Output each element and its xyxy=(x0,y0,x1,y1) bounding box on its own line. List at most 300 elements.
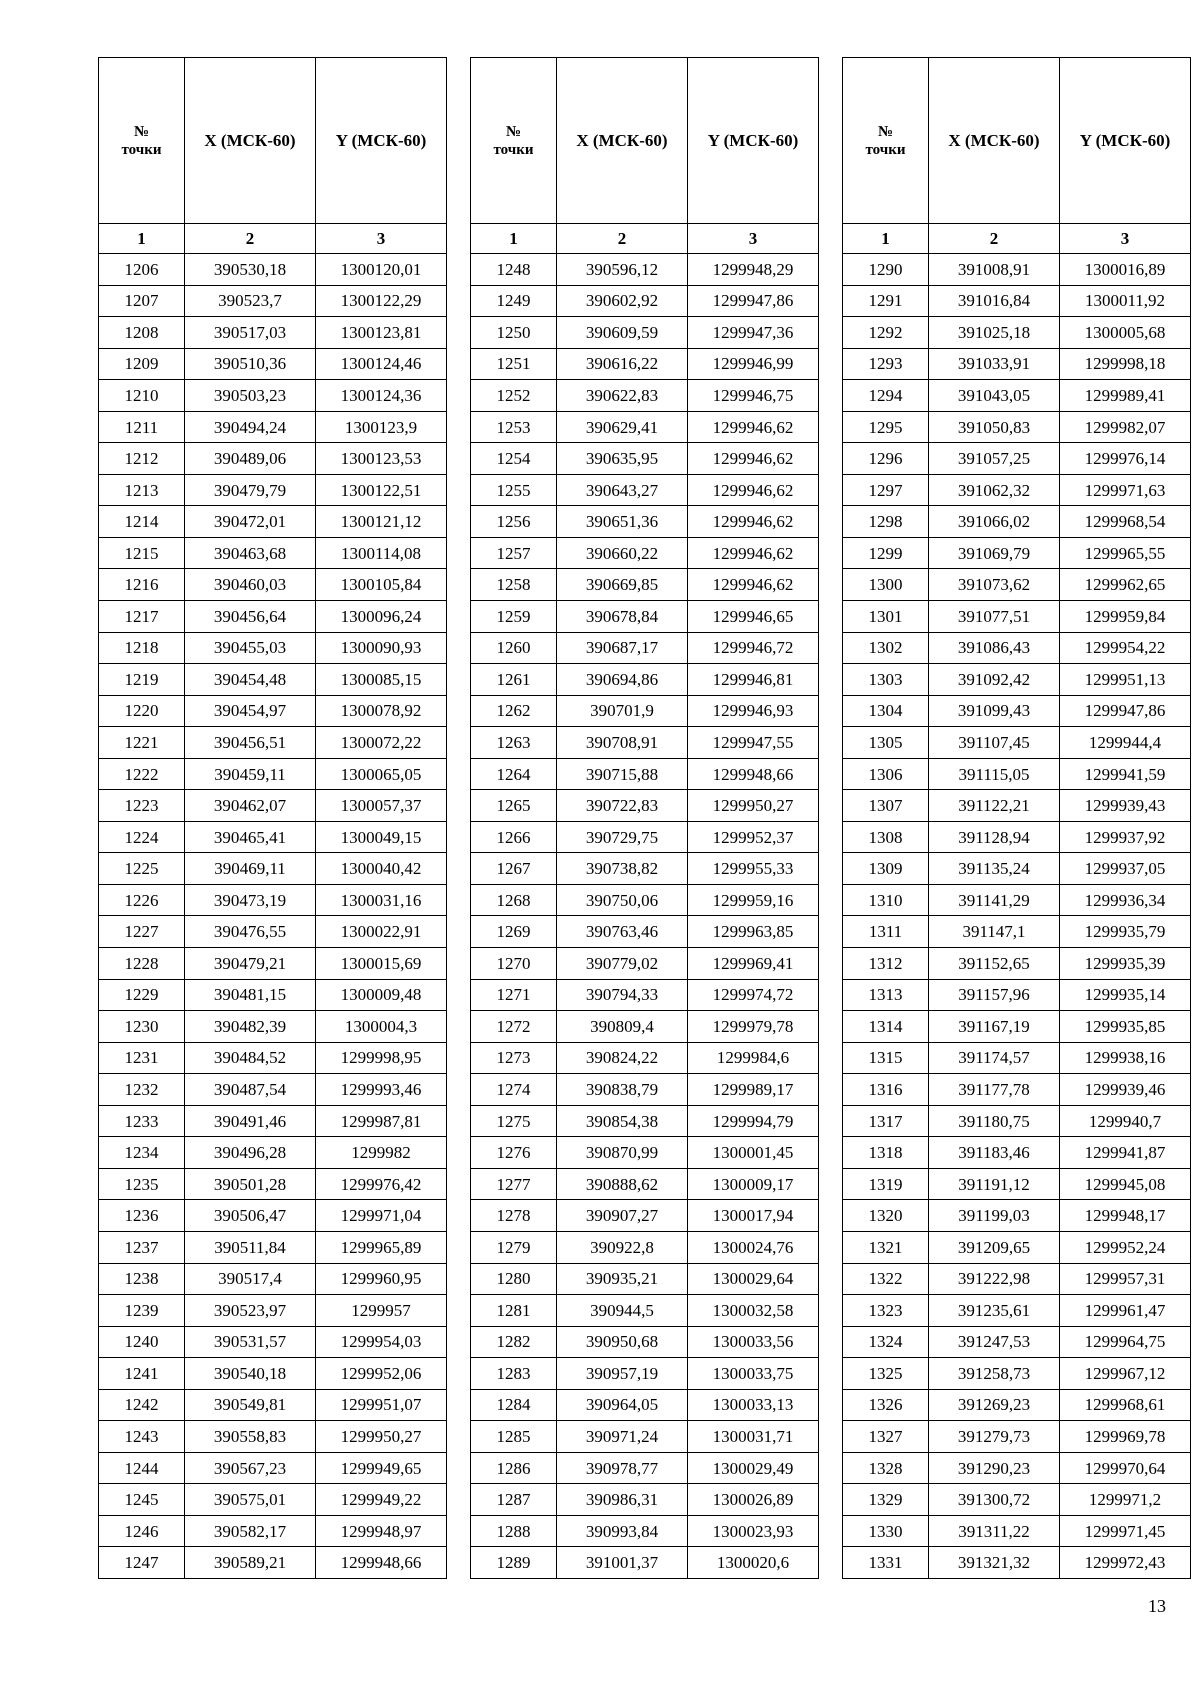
y-coordinate-cell: 1299994,79 xyxy=(688,1105,819,1137)
number-sign: № xyxy=(133,123,150,140)
column-number-1: 1 xyxy=(471,224,557,254)
y-coordinate-cell: 1300032,58 xyxy=(688,1295,819,1327)
table-row xyxy=(843,1326,1191,1358)
point-number-cell: 1271 xyxy=(471,979,557,1011)
table-row xyxy=(843,727,1191,759)
x-coordinate-cell: 390643,27 xyxy=(557,474,688,506)
point-number-cell: 1326 xyxy=(843,1389,929,1421)
x-coordinate-cell: 390456,51 xyxy=(185,727,316,759)
x-coordinate-cell: 391180,75 xyxy=(929,1105,1060,1137)
y-coordinate-cell: 1299935,39 xyxy=(1060,948,1191,980)
x-coordinate-cell: 391066,02 xyxy=(929,506,1060,538)
x-coordinate-cell: 390489,06 xyxy=(185,443,316,475)
y-coordinate-cell: 1299969,78 xyxy=(1060,1421,1191,1453)
y-coordinate-cell: 1299989,17 xyxy=(688,1074,819,1106)
point-number-cell: 1242 xyxy=(99,1389,185,1421)
point-number-cell: 1246 xyxy=(99,1515,185,1547)
x-coordinate-cell: 390482,39 xyxy=(185,1011,316,1043)
x-coordinate-cell: 390824,22 xyxy=(557,1042,688,1074)
table-row xyxy=(843,664,1191,696)
column-number-3: 3 xyxy=(1060,224,1191,254)
y-coordinate-cell: 1300065,05 xyxy=(316,758,447,790)
table-row xyxy=(99,411,447,443)
x-coordinate-cell: 391258,73 xyxy=(929,1358,1060,1390)
table-row xyxy=(843,695,1191,727)
point-number-cell: 1211 xyxy=(99,411,185,443)
y-coordinate-cell: 1300123,81 xyxy=(316,317,447,349)
table-row xyxy=(843,474,1191,506)
y-coordinate-cell: 1299937,05 xyxy=(1060,853,1191,885)
point-number-cell: 1254 xyxy=(471,443,557,475)
point-number-cell: 1307 xyxy=(843,790,929,822)
x-coordinate-cell: 390978,77 xyxy=(557,1452,688,1484)
x-coordinate-cell: 390530,18 xyxy=(185,254,316,286)
table-row xyxy=(843,443,1191,475)
x-coordinate-cell: 391290,23 xyxy=(929,1452,1060,1484)
point-number-header xyxy=(99,58,185,224)
x-coordinate-cell: 390622,83 xyxy=(557,380,688,412)
table-row xyxy=(843,1200,1191,1232)
y-coordinate-cell: 1299946,62 xyxy=(688,506,819,538)
point-number-cell: 1315 xyxy=(843,1042,929,1074)
point-number-cell: 1273 xyxy=(471,1042,557,1074)
x-coordinate-cell: 390575,01 xyxy=(185,1484,316,1516)
table-row xyxy=(471,1295,819,1327)
point-number-cell: 1324 xyxy=(843,1326,929,1358)
table-row xyxy=(471,1421,819,1453)
x-coordinate-cell: 390629,41 xyxy=(557,411,688,443)
y-coordinate-cell: 1300057,37 xyxy=(316,790,447,822)
column-number-2: 2 xyxy=(929,224,1060,254)
x-coordinate-cell: 391033,91 xyxy=(929,348,1060,380)
table-row xyxy=(99,853,447,885)
x-coordinate-cell: 390487,54 xyxy=(185,1074,316,1106)
point-number-cell: 1225 xyxy=(99,853,185,885)
table-row xyxy=(843,1263,1191,1295)
point-number-cell: 1300 xyxy=(843,569,929,601)
y-coordinate-cell: 1299970,64 xyxy=(1060,1452,1191,1484)
x-coordinate-cell: 391099,43 xyxy=(929,695,1060,727)
x-coordinate-cell: 391269,23 xyxy=(929,1389,1060,1421)
x-coordinate-cell: 390651,36 xyxy=(557,506,688,538)
point-number-cell: 1238 xyxy=(99,1263,185,1295)
column-number-2: 2 xyxy=(185,224,316,254)
x-coordinate-cell: 391008,91 xyxy=(929,254,1060,286)
table-row xyxy=(471,254,819,286)
point-number-cell: 1296 xyxy=(843,443,929,475)
point-label: точки xyxy=(121,141,162,158)
point-number-cell: 1241 xyxy=(99,1358,185,1390)
y-coordinate-cell: 1299945,08 xyxy=(1060,1168,1191,1200)
point-number-cell: 1266 xyxy=(471,821,557,853)
x-coordinate-cell: 390523,97 xyxy=(185,1295,316,1327)
table-row xyxy=(99,380,447,412)
y-coordinate-cell: 1300120,01 xyxy=(316,254,447,286)
y-coordinate-cell: 1299947,86 xyxy=(1060,695,1191,727)
point-number-cell: 1330 xyxy=(843,1515,929,1547)
y-coordinate-cell: 1300029,49 xyxy=(688,1452,819,1484)
point-number-cell: 1256 xyxy=(471,506,557,538)
point-number-cell: 1305 xyxy=(843,727,929,759)
y-coordinate-cell: 1299948,29 xyxy=(688,254,819,286)
point-number-cell: 1221 xyxy=(99,727,185,759)
point-number-cell: 1210 xyxy=(99,380,185,412)
table-row xyxy=(843,916,1191,948)
y-coordinate-cell: 1300009,17 xyxy=(688,1168,819,1200)
y-coordinate-cell: 1300123,53 xyxy=(316,443,447,475)
table-row xyxy=(471,790,819,822)
point-number-cell: 1287 xyxy=(471,1484,557,1516)
table-row xyxy=(843,1295,1191,1327)
point-number-cell: 1229 xyxy=(99,979,185,1011)
x-coordinate-cell: 391191,12 xyxy=(929,1168,1060,1200)
x-coordinate-cell: 390479,79 xyxy=(185,474,316,506)
y-coordinate-cell: 1300024,76 xyxy=(688,1231,819,1263)
point-number-cell: 1212 xyxy=(99,443,185,475)
table-row xyxy=(843,1168,1191,1200)
point-number-cell: 1280 xyxy=(471,1263,557,1295)
x-coordinate-cell: 390809,4 xyxy=(557,1011,688,1043)
point-number-cell: 1260 xyxy=(471,632,557,664)
point-number-cell: 1270 xyxy=(471,948,557,980)
x-coordinate-cell: 390715,88 xyxy=(557,758,688,790)
x-coordinate-cell: 391141,29 xyxy=(929,884,1060,916)
point-number-cell: 1206 xyxy=(99,254,185,286)
x-coordinate-cell: 390549,81 xyxy=(185,1389,316,1421)
y-coordinate-cell: 1299946,99 xyxy=(688,348,819,380)
y-coordinate-cell: 1299935,85 xyxy=(1060,1011,1191,1043)
point-number-cell: 1208 xyxy=(99,317,185,349)
point-number-cell: 1209 xyxy=(99,348,185,380)
x-coordinate-cell: 390722,83 xyxy=(557,790,688,822)
x-coordinate-cell: 391147,1 xyxy=(929,916,1060,948)
y-coordinate-cell: 1299950,27 xyxy=(316,1421,447,1453)
point-number-cell: 1291 xyxy=(843,285,929,317)
x-coordinate-cell: 390491,46 xyxy=(185,1105,316,1137)
x-coordinate-cell: 391050,83 xyxy=(929,411,1060,443)
y-header: Y (МСК-60) xyxy=(316,58,447,224)
table-row xyxy=(843,948,1191,980)
coordinates-table-3 xyxy=(842,57,1191,1579)
y-coordinate-cell: 1300090,93 xyxy=(316,632,447,664)
x-coordinate-cell: 390469,11 xyxy=(185,853,316,885)
x-coordinate-cell: 390794,33 xyxy=(557,979,688,1011)
x-coordinate-cell: 390589,21 xyxy=(185,1547,316,1579)
y-coordinate-cell: 1300124,36 xyxy=(316,380,447,412)
point-number-cell: 1232 xyxy=(99,1074,185,1106)
point-number-cell: 1207 xyxy=(99,285,185,317)
y-coordinate-cell: 1300020,6 xyxy=(688,1547,819,1579)
x-coordinate-cell: 391311,22 xyxy=(929,1515,1060,1547)
x-coordinate-cell: 390669,85 xyxy=(557,569,688,601)
point-number-cell: 1297 xyxy=(843,474,929,506)
point-number-cell: 1214 xyxy=(99,506,185,538)
table-row xyxy=(99,948,447,980)
point-number-cell: 1216 xyxy=(99,569,185,601)
point-number-cell: 1281 xyxy=(471,1295,557,1327)
table-row xyxy=(471,821,819,853)
table-row xyxy=(99,1105,447,1137)
x-coordinate-cell: 390678,84 xyxy=(557,601,688,633)
table-row xyxy=(843,884,1191,916)
point-number-cell: 1316 xyxy=(843,1074,929,1106)
point-number-cell: 1321 xyxy=(843,1231,929,1263)
point-number-cell: 1311 xyxy=(843,916,929,948)
table-row xyxy=(99,601,447,633)
y-coordinate-cell: 1299948,66 xyxy=(688,758,819,790)
x-coordinate-cell: 390888,62 xyxy=(557,1168,688,1200)
x-coordinate-cell: 390494,24 xyxy=(185,411,316,443)
y-coordinate-cell: 1299946,93 xyxy=(688,695,819,727)
y-coordinate-cell: 1299957 xyxy=(316,1295,447,1327)
y-coordinate-cell: 1299998,18 xyxy=(1060,348,1191,380)
x-coordinate-cell: 390854,38 xyxy=(557,1105,688,1137)
x-coordinate-cell: 390558,83 xyxy=(185,1421,316,1453)
point-number-cell: 1302 xyxy=(843,632,929,664)
point-number-cell: 1299 xyxy=(843,537,929,569)
x-coordinate-cell: 390517,4 xyxy=(185,1263,316,1295)
y-coordinate-cell: 1299938,16 xyxy=(1060,1042,1191,1074)
y-coordinate-cell: 1299940,7 xyxy=(1060,1105,1191,1137)
x-coordinate-cell: 390694,86 xyxy=(557,664,688,696)
table-row xyxy=(99,632,447,664)
table-row xyxy=(99,884,447,916)
y-coordinate-cell: 1299948,17 xyxy=(1060,1200,1191,1232)
y-coordinate-cell: 1299971,45 xyxy=(1060,1515,1191,1547)
point-number-cell: 1317 xyxy=(843,1105,929,1137)
point-number-cell: 1285 xyxy=(471,1421,557,1453)
point-number-cell: 1279 xyxy=(471,1231,557,1263)
y-coordinate-cell: 1300078,92 xyxy=(316,695,447,727)
point-number-cell: 1243 xyxy=(99,1421,185,1453)
y-coordinate-cell: 1299944,4 xyxy=(1060,727,1191,759)
y-coordinate-cell: 1299961,47 xyxy=(1060,1295,1191,1327)
y-coordinate-cell: 1299976,14 xyxy=(1060,443,1191,475)
table-row xyxy=(471,1389,819,1421)
x-coordinate-cell: 391086,43 xyxy=(929,632,1060,664)
table-row xyxy=(99,1358,447,1390)
y-coordinate-cell: 1299949,22 xyxy=(316,1484,447,1516)
y-coordinate-cell: 1299941,87 xyxy=(1060,1137,1191,1169)
x-coordinate-cell: 391235,61 xyxy=(929,1295,1060,1327)
x-coordinate-cell: 390944,5 xyxy=(557,1295,688,1327)
table-row xyxy=(471,1231,819,1263)
point-number-cell: 1276 xyxy=(471,1137,557,1169)
x-coordinate-cell: 390964,05 xyxy=(557,1389,688,1421)
point-number-cell: 1227 xyxy=(99,916,185,948)
y-coordinate-cell: 1300015,69 xyxy=(316,948,447,980)
y-coordinate-cell: 1299946,72 xyxy=(688,632,819,664)
y-coordinate-cell: 1299960,95 xyxy=(316,1263,447,1295)
y-coordinate-cell: 1299959,84 xyxy=(1060,601,1191,633)
x-coordinate-cell: 390517,03 xyxy=(185,317,316,349)
x-coordinate-cell: 390779,02 xyxy=(557,948,688,980)
y-coordinate-cell: 1299971,04 xyxy=(316,1200,447,1232)
table-row xyxy=(471,1074,819,1106)
point-number-cell: 1230 xyxy=(99,1011,185,1043)
point-number-cell: 1240 xyxy=(99,1326,185,1358)
point-number-header xyxy=(471,58,557,224)
x-coordinate-cell: 391199,03 xyxy=(929,1200,1060,1232)
x-coordinate-cell: 391183,46 xyxy=(929,1137,1060,1169)
x-coordinate-cell: 391043,05 xyxy=(929,380,1060,412)
x-coordinate-cell: 391222,98 xyxy=(929,1263,1060,1295)
table-row xyxy=(471,443,819,475)
table-row xyxy=(99,317,447,349)
table-row xyxy=(99,1421,447,1453)
table-row xyxy=(99,254,447,286)
y-coordinate-cell: 1299993,46 xyxy=(316,1074,447,1106)
table-row xyxy=(471,664,819,696)
point-number-cell: 1244 xyxy=(99,1452,185,1484)
x-coordinate-cell: 391069,79 xyxy=(929,537,1060,569)
y-coordinate-cell: 1299984,6 xyxy=(688,1042,819,1074)
x-coordinate-cell: 391167,19 xyxy=(929,1011,1060,1043)
table-row xyxy=(99,979,447,1011)
point-label: точки xyxy=(865,141,906,158)
table-row xyxy=(843,1484,1191,1516)
x-coordinate-cell: 391016,84 xyxy=(929,285,1060,317)
point-number-cell: 1320 xyxy=(843,1200,929,1232)
y-coordinate-cell: 1299946,65 xyxy=(688,601,819,633)
x-coordinate-cell: 390481,15 xyxy=(185,979,316,1011)
x-coordinate-cell: 390907,27 xyxy=(557,1200,688,1232)
table-row xyxy=(843,1074,1191,1106)
table-row xyxy=(471,1452,819,1484)
table-row xyxy=(99,1547,447,1579)
table-row xyxy=(843,380,1191,412)
point-number-cell: 1306 xyxy=(843,758,929,790)
table-row xyxy=(843,1231,1191,1263)
number-sign: № xyxy=(505,123,522,140)
point-number-cell: 1228 xyxy=(99,948,185,980)
table-row xyxy=(471,411,819,443)
x-coordinate-cell: 390729,75 xyxy=(557,821,688,853)
y-coordinate-cell: 1300011,92 xyxy=(1060,285,1191,317)
point-number-cell: 1247 xyxy=(99,1547,185,1579)
point-number-cell: 1219 xyxy=(99,664,185,696)
point-number-cell: 1235 xyxy=(99,1168,185,1200)
table-row xyxy=(471,506,819,538)
point-number-cell: 1217 xyxy=(99,601,185,633)
point-number-cell: 1222 xyxy=(99,758,185,790)
y-coordinate-cell: 1299946,81 xyxy=(688,664,819,696)
x-header: X (МСК-60) xyxy=(557,58,688,224)
point-number-cell: 1253 xyxy=(471,411,557,443)
x-coordinate-cell: 390501,28 xyxy=(185,1168,316,1200)
x-coordinate-cell: 390971,24 xyxy=(557,1421,688,1453)
point-number-cell: 1237 xyxy=(99,1231,185,1263)
y-coordinate-cell: 1300031,71 xyxy=(688,1421,819,1453)
y-coordinate-cell: 1300022,91 xyxy=(316,916,447,948)
column-number-3: 3 xyxy=(316,224,447,254)
y-coordinate-cell: 1300085,15 xyxy=(316,664,447,696)
table-row xyxy=(471,537,819,569)
point-number-cell: 1268 xyxy=(471,884,557,916)
point-number-cell: 1283 xyxy=(471,1358,557,1390)
point-number-cell: 1231 xyxy=(99,1042,185,1074)
y-coordinate-cell: 1300105,84 xyxy=(316,569,447,601)
table-row xyxy=(843,601,1191,633)
point-number-cell: 1293 xyxy=(843,348,929,380)
table-row xyxy=(843,790,1191,822)
x-coordinate-cell: 391247,53 xyxy=(929,1326,1060,1358)
table-row xyxy=(471,1105,819,1137)
table-row xyxy=(471,569,819,601)
x-coordinate-cell: 390463,68 xyxy=(185,537,316,569)
table-row xyxy=(471,1011,819,1043)
table-row xyxy=(99,569,447,601)
x-coordinate-cell: 390660,22 xyxy=(557,537,688,569)
table-row xyxy=(843,821,1191,853)
table-row xyxy=(843,1011,1191,1043)
table-row xyxy=(471,348,819,380)
y-coordinate-cell: 1299951,13 xyxy=(1060,664,1191,696)
y-coordinate-cell: 1299969,41 xyxy=(688,948,819,980)
table-row xyxy=(99,348,447,380)
x-coordinate-cell: 391300,72 xyxy=(929,1484,1060,1516)
table-row xyxy=(99,1074,447,1106)
x-coordinate-cell: 390455,03 xyxy=(185,632,316,664)
y-coordinate-cell: 1300122,29 xyxy=(316,285,447,317)
column-number-1: 1 xyxy=(843,224,929,254)
x-coordinate-cell: 391128,94 xyxy=(929,821,1060,853)
table-row xyxy=(471,948,819,980)
point-number-cell: 1258 xyxy=(471,569,557,601)
table-row xyxy=(99,1042,447,1074)
point-number-cell: 1261 xyxy=(471,664,557,696)
point-number-cell: 1233 xyxy=(99,1105,185,1137)
table-row xyxy=(471,1042,819,1074)
x-coordinate-cell: 390935,21 xyxy=(557,1263,688,1295)
y-coordinate-cell: 1299950,27 xyxy=(688,790,819,822)
table-row xyxy=(843,1042,1191,1074)
y-coordinate-cell: 1299946,62 xyxy=(688,474,819,506)
y-coordinate-cell: 1299939,43 xyxy=(1060,790,1191,822)
x-coordinate-cell: 391062,32 xyxy=(929,474,1060,506)
x-coordinate-cell: 391152,65 xyxy=(929,948,1060,980)
x-coordinate-cell: 390838,79 xyxy=(557,1074,688,1106)
point-number-cell: 1245 xyxy=(99,1484,185,1516)
table-row xyxy=(99,1137,447,1169)
number-sign: № xyxy=(877,123,894,140)
table-row xyxy=(843,1452,1191,1484)
table-row xyxy=(471,632,819,664)
y-coordinate-cell: 1299982,07 xyxy=(1060,411,1191,443)
point-number-cell: 1272 xyxy=(471,1011,557,1043)
y-coordinate-cell: 1300072,22 xyxy=(316,727,447,759)
table-row xyxy=(471,695,819,727)
table-row xyxy=(471,1200,819,1232)
point-number-cell: 1289 xyxy=(471,1547,557,1579)
table-row xyxy=(99,758,447,790)
x-coordinate-cell: 391115,05 xyxy=(929,758,1060,790)
x-coordinate-cell: 390523,7 xyxy=(185,285,316,317)
x-coordinate-cell: 391092,42 xyxy=(929,664,1060,696)
y-coordinate-cell: 1299954,22 xyxy=(1060,632,1191,664)
x-coordinate-cell: 390531,57 xyxy=(185,1326,316,1358)
table-row xyxy=(471,1515,819,1547)
point-number-cell: 1251 xyxy=(471,348,557,380)
y-coordinate-cell: 1299947,36 xyxy=(688,317,819,349)
point-number-cell: 1329 xyxy=(843,1484,929,1516)
table-row xyxy=(843,1547,1191,1579)
x-coordinate-cell: 390454,48 xyxy=(185,664,316,696)
point-number-cell: 1267 xyxy=(471,853,557,885)
x-coordinate-cell: 390701,9 xyxy=(557,695,688,727)
table-row xyxy=(471,474,819,506)
point-number-cell: 1319 xyxy=(843,1168,929,1200)
